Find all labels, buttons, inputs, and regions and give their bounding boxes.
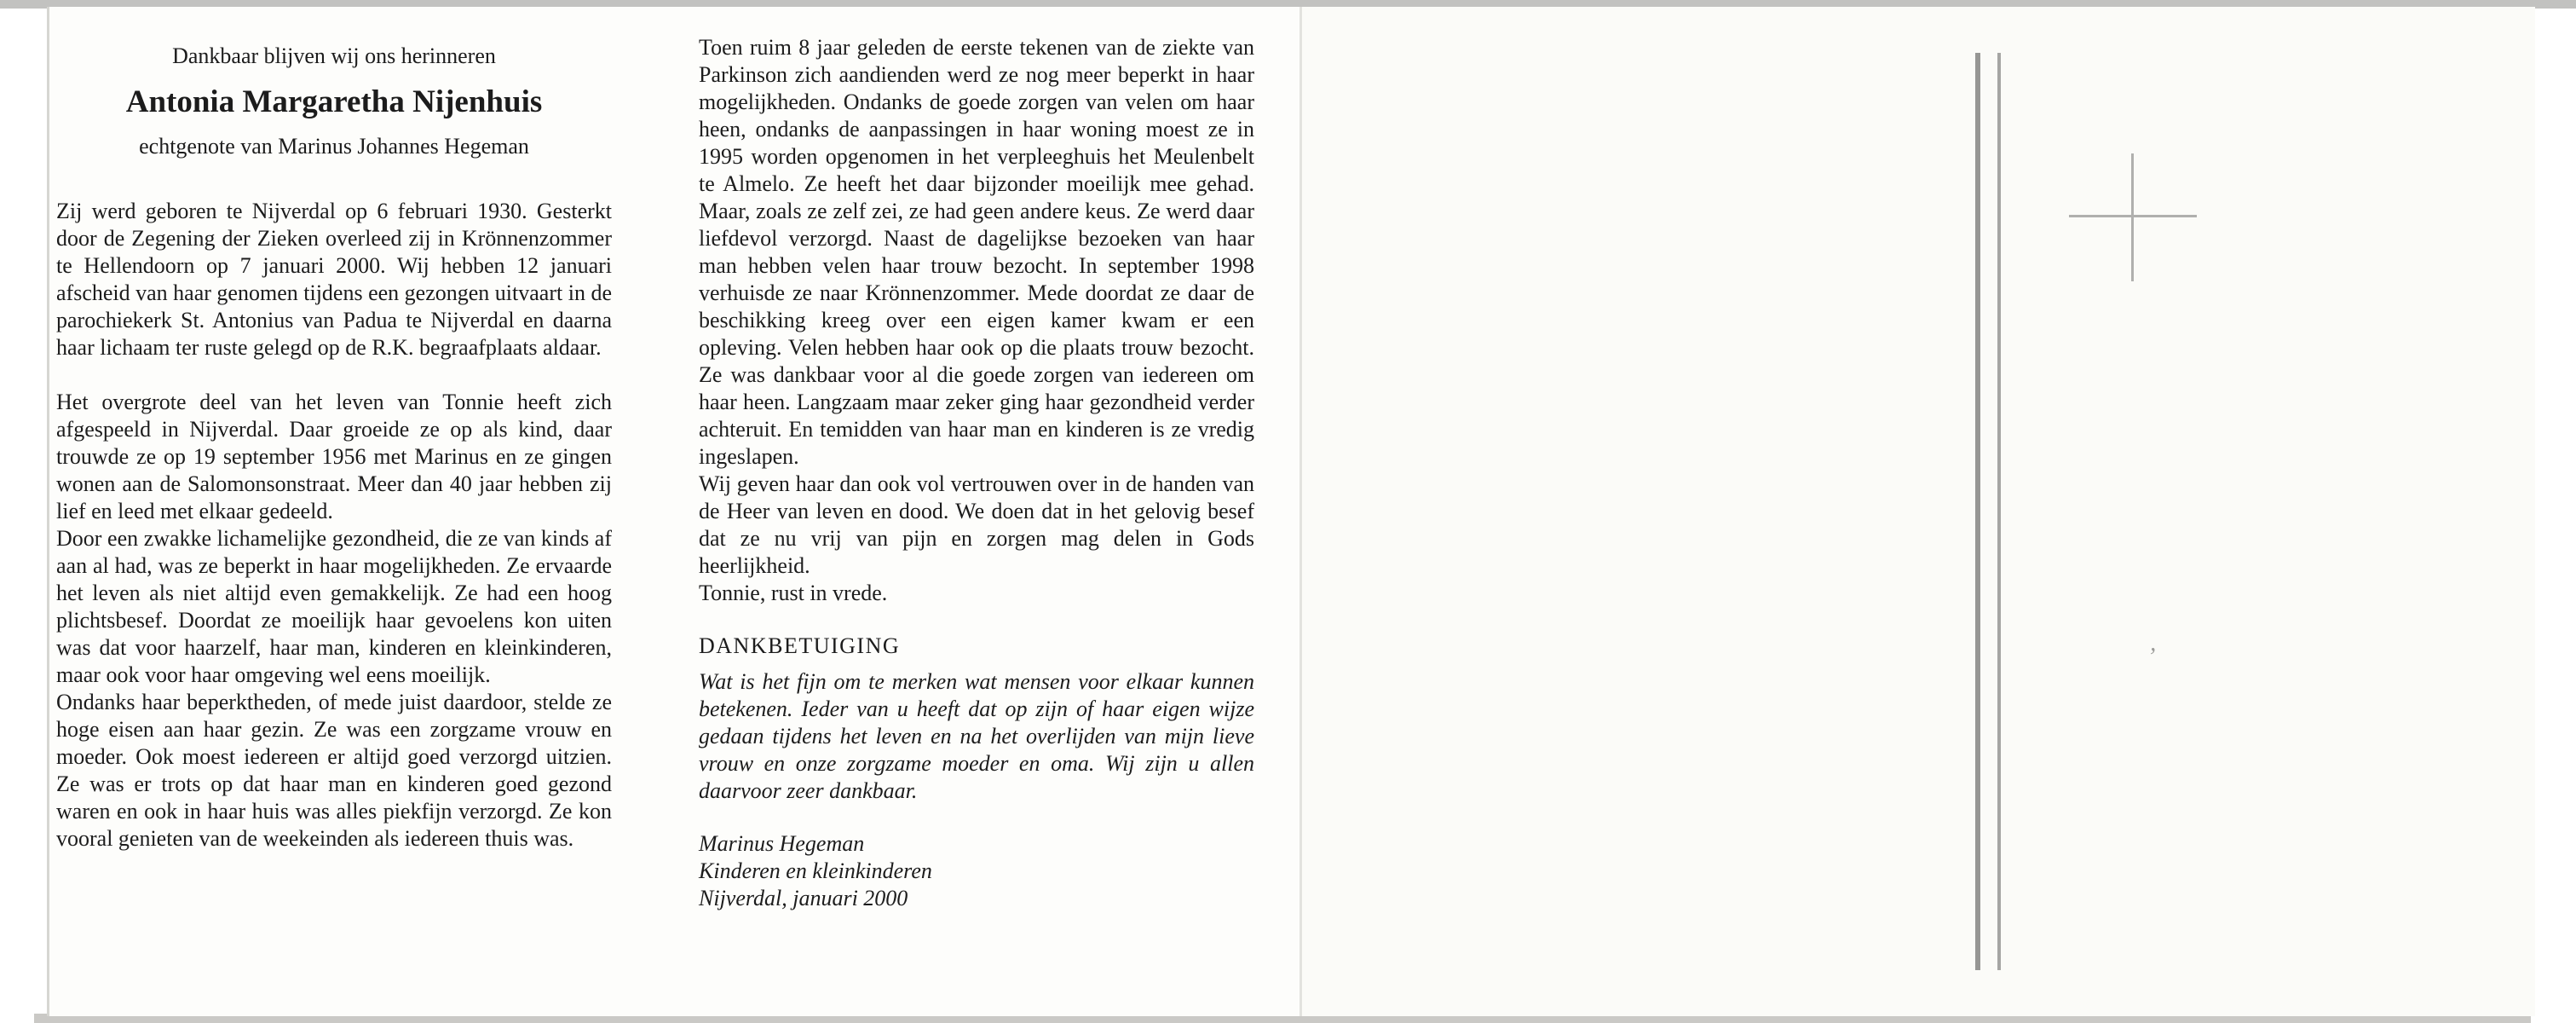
signature-line: Marinus Hegeman: [699, 831, 865, 856]
signature-line: Nijverdal, januari 2000: [699, 886, 908, 910]
rest-in-peace-line: Tonnie, rust in vrede.: [699, 581, 888, 605]
obituary-paragraph: Het overgrote deel van het leven van Tonnie heeft zich afgespeeld in Nijverdal. Daar groeide ze op als kind, daar trouwde ze op 19 september 1956 met Marinus en ze gingen wonen aan de Salomonsonstraat. Meer dan 40 jaar hebben zij lief en leed met elkaar gedeeld.: [56, 390, 612, 523]
spouse-line: echtgenote van Marinus Johannes Hegeman: [139, 134, 529, 159]
registration-line-icon: [1997, 53, 2001, 970]
registration-line-icon: [1975, 53, 1980, 970]
signature-line: Kinderen en kleinkinderen: [699, 858, 932, 883]
acknowledgement-heading: DANKBETUIGING: [699, 633, 901, 658]
obituary-paragraph: Wij geven haar dan ook vol vertrouwen over in de handen van de Heer van leven en dood. We doen dat in het gelovig besef dat ze nu vrij van pijn en zorgen mag delen in Gods heerlijkheid.: [699, 471, 1254, 578]
obituary-paragraph: Zij werd geboren te Nijverdal op 6 februari 1930. Gesterkt door de Zegening der Zieken overleed zij in Krönnenzommer te Hellendoorn op 7 januari 2000. Wij hebben 12 januari afscheid van haar genomen tijdens een gezongen uitvaart in de parochiekerk St. Antonius van Padua te Nijverdal en daarna haar lichaam ter ruste gelegd op de R.K. begraafplaats aldaar.: [56, 199, 612, 360]
obituary-paragraph: Ondanks haar beperktheden, of mede juist daardoor, stelde ze hoge eisen aan haar gezin. Ze was een zorgzame vrouw en moeder. Ook moest iedereen er altijd goed verzorgd uitzien. Ze was er trots op dat haar man en kinderen goed gezond waren en ook in haar huis was alles piekfijn verzorgd. Ze kon vooral genieten van de weekeinden als iedereen thuis was.: [56, 690, 612, 851]
acknowledgement-text: Wat is het fijn om te merken wat mensen voor elkaar kunnen betekenen. Ieder van u heeft dat op zijn of haar eigen wijze gedaan tijdens het leven en na het overlijden van mijn lieve vrouw en onze zorgzame moeder en oma. Wij zijn u allen daarvoor zeer dankbaar.: [699, 669, 1254, 803]
deceased-name: Antonia Margaretha Nijenhuis: [125, 84, 543, 119]
memorial-intro: Dankbaar blijven wij ons herinneren: [172, 43, 496, 68]
crop-cross-icon: [2131, 153, 2134, 281]
signature-block: [699, 830, 1254, 912]
obituary-paragraph: Door een zwakke lichamelijke gezondheid, die ze van kinds af aan al had, was ze beperkt in haar mogelijkheden. Ze ervaarde het leven als niet altijd even gemakkelijk. Ze had een hoog plichtsbesef. Doordat ze moeilijk haar gevoelens kon uiten was dat voor haarzelf, haar man, kinderen en kleinkinderen, maar ook voor haar omgeving wel eens moeilijk.: [56, 526, 612, 687]
right-text-column: [699, 34, 1254, 912]
stray-mark: ’: [2147, 644, 2156, 670]
left-text-column: [56, 43, 612, 852]
obituary-paragraph: Toen ruim 8 jaar geleden de eerste tekenen van de ziekte van Parkinson zich aandienden werd ze nog meer beperkt in haar mogelijkheden. Ondanks de goede zorgen van velen om haar heen, ondanks de aanpassingen in haar woning moest ze in 1995 worden opgenomen in het verpleeghuis het Meulenbelt te Almelo. Ze heeft het daar bijzonder moeilijk mee gehad. Maar, zoals ze zelf zei, ze had geen andere keus. Ze werd daar liefdevol verzorgd. Naast de dagelijkse bezoeken van haar man hebben velen haar trouw bezocht. In september 1998 verhuisde ze naar Krönnenzommer. Mede doordat ze daar de beschikking kreeg over een eigen kamer kwam er een opleving. Velen hebben haar ook op die plaats trouw bezocht. Ze was dankbaar voor al die goede zorgen van iedereen om haar heen. Langzaam maar zeker ging haar gezondheid verder achteruit. En temidden van haar man en kinderen is ze vredig ingeslapen.: [699, 35, 1254, 469]
memorial-card-right-page: [1300, 7, 2535, 1016]
